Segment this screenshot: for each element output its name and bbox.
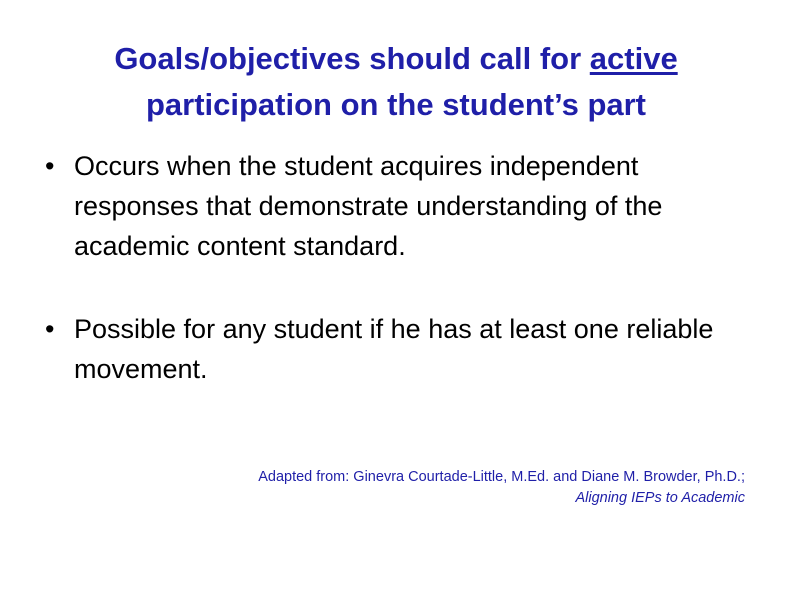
citation	[100, 467, 745, 509]
slide-title-text: Goals/objectives should call for	[114, 41, 590, 76]
bullet-text: Possible for any student if he has at least one reliable movement.	[74, 314, 714, 384]
bullet-item	[45, 146, 765, 266]
slide-title	[0, 36, 792, 128]
slide-title-emphasis: active	[589, 41, 678, 76]
bullet-marker: •	[45, 151, 55, 181]
bullet-list	[45, 146, 765, 389]
citation-source-title: Aligning IEPs to Academic	[575, 490, 745, 506]
bullet-marker: •	[45, 314, 55, 344]
slide-title-line-2: participation on the student’s part	[145, 87, 647, 122]
bullet-item	[45, 309, 765, 389]
slide-title-line-1	[0, 36, 792, 82]
bullet-text: Occurs when the student acquires independent responses that demonstrate understanding of the academic content standard.	[74, 151, 663, 261]
citation-authors: Adapted from: Ginevra Courtade-Little, M.Ed. and Diane M. Browder, Ph.D.;	[258, 469, 745, 485]
